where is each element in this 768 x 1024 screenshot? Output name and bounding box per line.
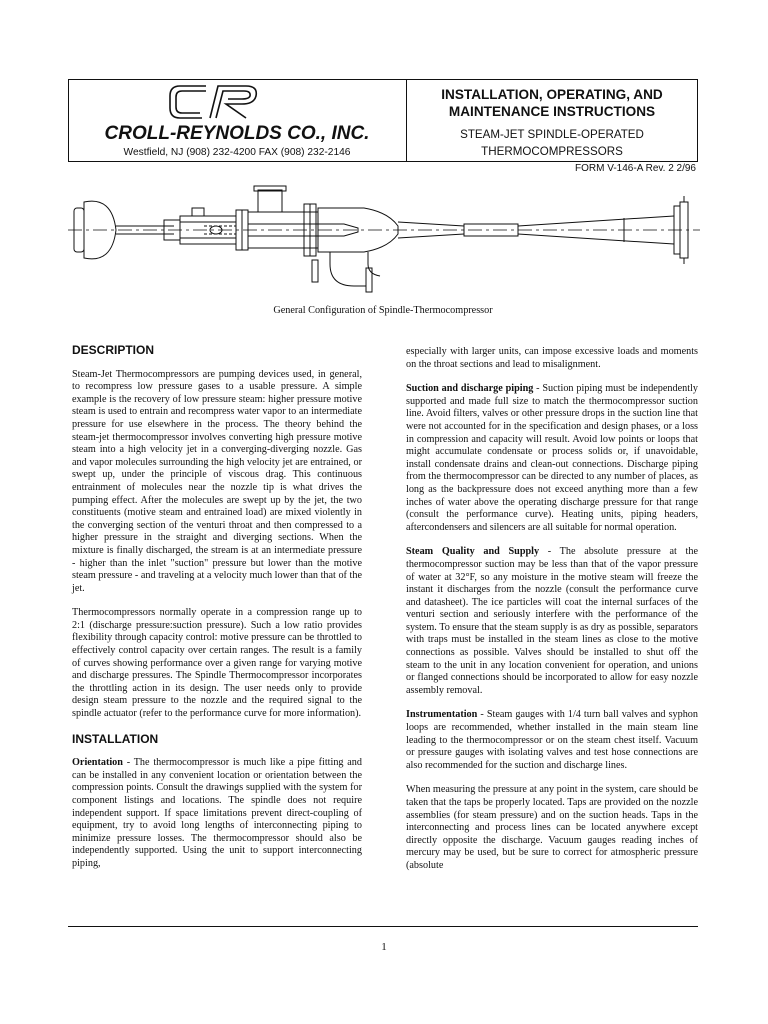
left-column bbox=[72, 344, 362, 883]
company-contact: Westfield, NJ (908) 232-4200 FAX (908) 232-2146 bbox=[123, 147, 351, 158]
orientation-paragraph bbox=[72, 757, 362, 870]
company-name: CROLL-REYNOLDS CO., INC. bbox=[104, 123, 370, 144]
instrumentation-label: Instrumentation bbox=[406, 709, 478, 721]
steam-quality-label: Steam Quality and Supply bbox=[406, 546, 540, 558]
thermocompressor-drawing bbox=[68, 182, 700, 294]
description-paragraph-1: Steam-Jet Thermocompressors are pumping devices used, in general, to recompress low pressure gases to a usable pressure. A simple example is the recovery of low pressure steam: higher pressure motive steam is used to entrain and recompress water vapor to an intermediate pressure for use elsewhere in the process. The theory behind the steam-jet thermocompressor involves converting high pressure motive steam into a high velocity jet in a converging-diverging nozzle. Gas and vapor molecules surrounding the high velocity jet are entrained, or swept up, under the principle of viscous drag. This continuous entrainment of molecules near the nozzle tip is what drives the pumping effect. After the molecules are swept up by the jet, the two constituents (motive steam and entrained load) are mixed violently in the converging section of the venturi throat and then compressed to a higher pressure in the straight and diverging sections. When the mixture is finally discharged, the stream is at an intermediate pressure - higher than the inlet "suction" pressure but lower than the motive steam pressure - and traveling at a velocity much lower than that of the jet. bbox=[72, 368, 362, 594]
cr-logo-icon bbox=[166, 82, 262, 122]
suction-label: Suction and discharge piping bbox=[406, 383, 534, 395]
installation-heading: INSTALLATION bbox=[72, 731, 159, 746]
title-line-1: INSTALLATION, OPERATING, AND bbox=[441, 87, 663, 102]
description-paragraph-2: Thermocompressors normally operate in a compression range up to 2:1 (discharge pressure:suction pressure). Such a low ratio provides flexibility through capacity control: motive pressure can be throttled to effectively control capacity over certain ranges. The result is a family of curves showing performance over a given range for varying motive and discharge pressures. The Spindle Thermocompressor incorporates the throttling action in its design. The user needs only to provide design steam pressure to the nozzle and the required signal to the spindle actuator (refer to the performance curve for more information). bbox=[72, 607, 362, 720]
form-number: FORM V-146-A Rev. 2 2/96 bbox=[575, 163, 696, 174]
subtitle-line-1: STEAM-JET SPINDLE-OPERATED bbox=[460, 128, 644, 141]
bottom-rule bbox=[68, 926, 698, 927]
subtitle-line-2: THERMOCOMPRESSORS bbox=[481, 145, 623, 158]
document-subtitle bbox=[408, 126, 696, 160]
document-title bbox=[408, 86, 696, 120]
orientation-label: Orientation bbox=[72, 757, 123, 769]
page-number: 1 bbox=[381, 941, 387, 953]
continuation-paragraph: especially with larger units, can impose excessive loads and moments on the throat sections and lead to misalignment. bbox=[406, 346, 698, 370]
suction-paragraph bbox=[406, 383, 698, 534]
instrumentation-paragraph bbox=[406, 709, 698, 772]
description-heading: DESCRIPTION bbox=[72, 343, 155, 357]
instrumentation-text: - Steam gauges with 1/4 turn ball valves and syphon loops are recommended, whether installed in the main steam line leading to the thermocompressor or on the steam chest itself. Vacuum or pressure gauges with isolating valves and test hose connections are also recommended for the suction and discharge lines. bbox=[406, 709, 698, 771]
right-column bbox=[406, 346, 698, 885]
title-line-2: MAINTENANCE INSTRUCTIONS bbox=[448, 104, 656, 119]
suction-text: - Suction piping must be independently supported and made full size to match the thermocompressor suction line. Avoid filters, valves or other pressure drops in the suction line that were not accounted for in the specification and design phases, or a loss in compression and capacity will result. Avoid low points or loops that might accumulate condensate or process solids or, if unavoidable, install condensate drains and clean-out connections. Discharge piping from the thermocompressor can be directed to any number of places, as long as the backpressure does not exceed anything more than a few inches of water above the operating discharge pressure for that range (consult the performance curve). Heating units, piping headers, aftercondensers and silencers are all suitable for normal operation. bbox=[406, 383, 698, 533]
steam-quality-paragraph bbox=[406, 546, 698, 697]
figure-caption: General Configuration of Spindle-Thermocompressor bbox=[273, 305, 493, 316]
orientation-text: - The thermocompressor is much like a pipe fitting and can be installed in any convenient location or orientation between the compression points. Consult the drawings supplied with the system for component listings and locations. The spindle does not require independent support. If space limitations prevent direct-coupling of equipment, try to avoid long lengths of interconnecting piping to minimize pressure losses. The thermocompressor should also be independently supported. Using the unit to support interconnecting piping, bbox=[72, 757, 362, 869]
measuring-paragraph: When measuring the pressure at any point in the system, care should be taken that the taps be properly located. Taps are provided on the nozzle assemblies (for steam pressure) and on the suction heads. Taps in the interconnecting and process lines can be located anywhere except directly opposite the discharge. Vacuum gauges reading inches of mercury may be used, but be sure to correct for atmospheric pressure (absolute bbox=[406, 784, 698, 871]
steam-quality-text: - The absolute pressure at the thermocompressor suction may be less than that of the vapor pressure of water at 32°F, so any moisture in the motive steam will freeze the instant it discharges from the nozzle (consult the performance curve and datasheet). The ice particles will coat the internal surfaces of the venturi section and seriously interfere with the performance of the system. To ensure that the steam supply is as dry as possible, separators with traps must be installed in the steam lines as close to the motive connections as possible. Valves should be installed to shut off the steam to the unit in any location convenient for operation, and unions or flanged connections should be incorporated to allow for easy nozzle assembly removal. bbox=[406, 546, 698, 696]
